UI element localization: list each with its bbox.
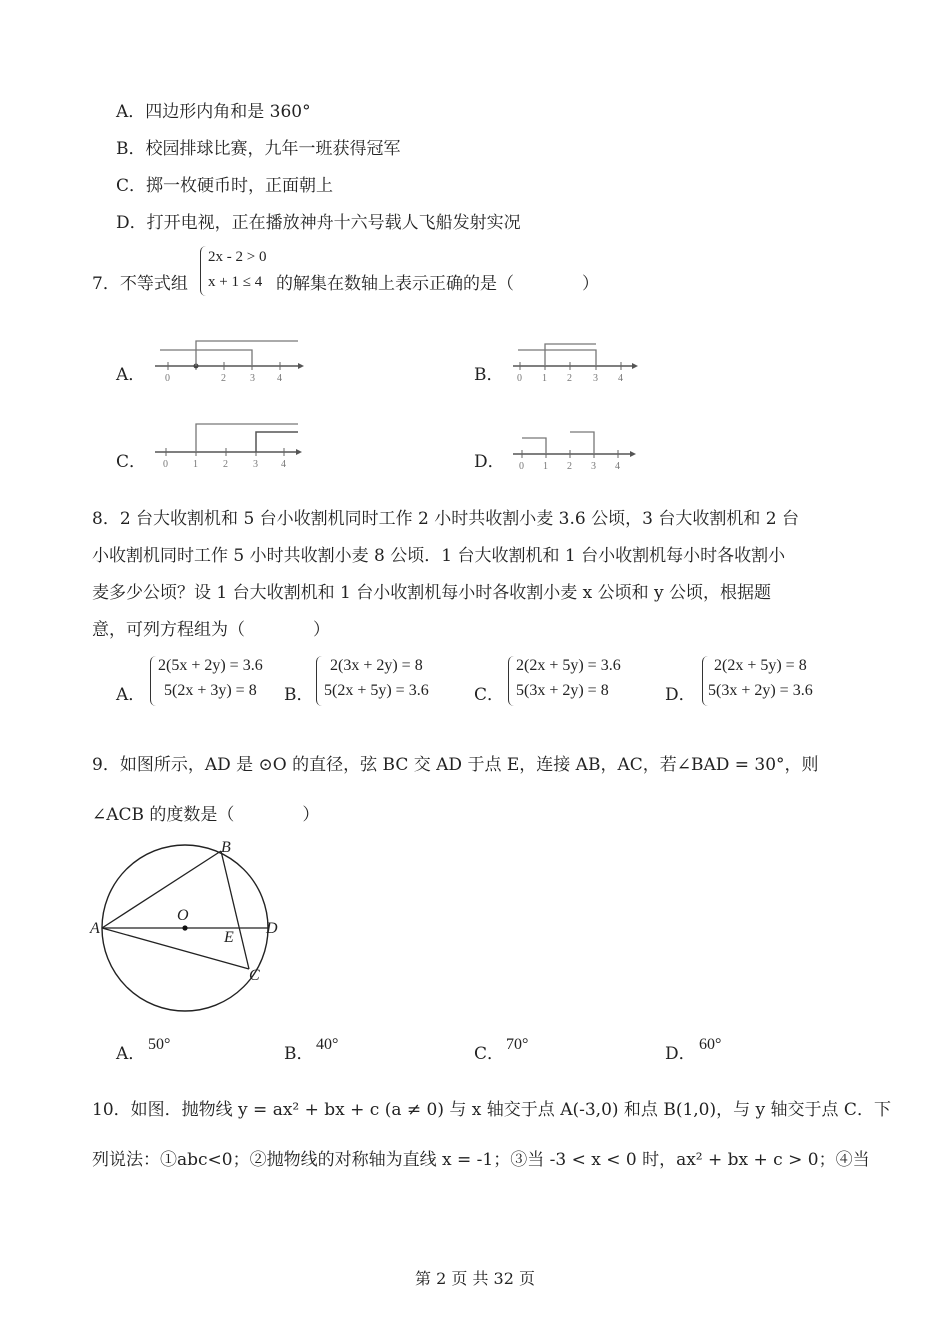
q8-brace-a [150, 656, 157, 706]
q8-d-eq2: 5(3x + 2y) = 3.6 [708, 682, 813, 699]
tick-label-3: 3 [250, 373, 255, 384]
q8-brace-c [508, 656, 515, 706]
q8-label-a: A． [116, 685, 146, 705]
q8-label-b: B． [284, 685, 314, 705]
q8-a-eq1: 2(5x + 2y) = 3.6 [158, 657, 263, 674]
q7-number-line-c [150, 420, 310, 470]
tick-label-4: 4 [281, 459, 286, 470]
q9-label-a: A． [116, 1044, 146, 1064]
q7-number-line-d [508, 424, 648, 474]
tick-label-4: 4 [277, 373, 282, 384]
label-o: O [177, 907, 189, 924]
chord-bc [221, 851, 249, 969]
tick-label-0: 0 [165, 373, 170, 384]
region-left [518, 350, 596, 366]
region-right [570, 432, 594, 454]
q8-label-d: D． [665, 685, 696, 705]
label-a: A [90, 920, 100, 937]
axis-arrow [630, 451, 636, 457]
q7-system-brace [200, 246, 207, 296]
q8-a-eq2: 5(2x + 3y) = 8 [164, 682, 257, 699]
axis-arrow [296, 449, 302, 455]
tick-label-2: 2 [567, 373, 572, 384]
region-right-high [196, 424, 298, 452]
region-right [196, 341, 298, 366]
tick-label-2: 2 [223, 459, 228, 470]
tick-label-3: 3 [591, 461, 596, 472]
q10-line-1: 10．如图．抛物线 y = ax² + bx + c (a ≠ 0) 与 x 轴交于点 A(-3,0) 和点 B(1,0)，与 y 轴交于点 C．下 [92, 1100, 891, 1120]
q9-label-d: D． [665, 1044, 696, 1064]
page-footer: 第 2 页 共 32 页 [415, 1269, 535, 1288]
q8-c-eq1: 2(2x + 5y) = 3.6 [516, 657, 621, 674]
axis-arrow [298, 363, 304, 369]
region-left [160, 350, 252, 366]
q8-label-c: C． [474, 685, 505, 705]
label-e: E [224, 929, 234, 946]
q8-d-eq1: 2(2x + 5y) = 8 [714, 657, 807, 674]
tick-label-3: 3 [593, 373, 598, 384]
q7-inequality-2: x + 1 ≤ 4 [208, 274, 263, 290]
q8-line-4: 意，可列方程组为（ ） [92, 620, 330, 640]
q6-option-b: B．校园排球比赛，九年一班获得冠军 [116, 139, 401, 159]
tick-label-4: 4 [615, 461, 620, 472]
tick-label-4: 4 [618, 373, 623, 384]
q7-number-line-b [508, 336, 648, 386]
tick-label-1: 1 [542, 373, 547, 384]
q7-label-d: D． [474, 452, 505, 472]
q7-label-c: C． [116, 452, 147, 472]
q8-brace-b [316, 656, 323, 706]
q7-number-line-a [150, 336, 310, 386]
tick-label-1: 1 [543, 461, 548, 472]
region-right-low [256, 432, 298, 452]
q9-label-c: C． [474, 1044, 505, 1064]
q9-value-b: 40° [316, 1036, 339, 1053]
q7-suffix: 的解集在数轴上表示正确的是（ ） [276, 274, 599, 294]
q7-label-a: A． [116, 365, 146, 385]
q6-option-a: A．四边形内角和是 360° [116, 102, 311, 122]
q9-line-2: ∠ACB 的度数是（ ） [92, 805, 320, 825]
center-point [182, 925, 187, 930]
tick-label-0: 0 [163, 459, 168, 470]
q9-value-a: 50° [148, 1036, 171, 1053]
q9-line-1: 9．如图所示，AD 是 ⊙O 的直径，弦 BC 交 AD 于点 E，连接 AB，AC，若∠BAD = 30°，则 [92, 755, 819, 775]
q8-c-eq2: 5(3x + 2y) = 8 [516, 682, 609, 699]
q6-option-c: C．掷一枚硬币时，正面朝上 [116, 176, 334, 196]
tick-label-1: 1 [193, 459, 198, 470]
chord-ab [102, 851, 221, 928]
label-b: B [221, 839, 231, 856]
tick-label-0: 0 [519, 461, 524, 472]
tick-label-3: 3 [253, 459, 258, 470]
q9-label-b: B． [284, 1044, 314, 1064]
q8-line-2: 小收割机同时工作 5 小时共收割小麦 8 公顷．1 台大收割机和 1 台小收割机每小时各收割小 [92, 546, 786, 566]
tick-label-2: 2 [567, 461, 572, 472]
tick-label-0: 0 [517, 373, 522, 384]
q7-prefix: 7．不等式组 [92, 274, 188, 294]
q10-line-2: 列说法：①abc<0；②抛物线的对称轴为直线 x = -1；③当 -3 < x < 0 时，ax² + bx + c > 0；④当 [92, 1150, 870, 1170]
region-left [522, 438, 546, 454]
q8-b-eq1: 2(3x + 2y) = 8 [330, 657, 423, 674]
q8-line-1: 8．2 台大收割机和 5 台小收割机同时工作 2 小时共收割小麦 3.6 公顷，3 台大收割机和 2 台 [92, 509, 799, 529]
tick-label-2: 2 [221, 373, 226, 384]
q8-line-3: 麦多少公顷？设 1 台大收割机和 1 台小收割机每小时各收割小麦 x 公顷和 y 公顷，根据题 [92, 583, 772, 603]
q6-option-d: D．打开电视，正在播放神舟十六号载人飞船发射实况 [116, 213, 521, 233]
q7-inequality-1: 2x - 2 > 0 [208, 249, 267, 265]
label-c: C [249, 967, 260, 984]
q9-circle-figure [86, 836, 286, 1016]
q8-b-eq2: 5(2x + 5y) = 3.6 [324, 682, 429, 699]
q7-label-b: B． [474, 365, 504, 385]
q9-value-c: 70° [506, 1036, 529, 1053]
axis-arrow [632, 363, 638, 369]
label-d: D [266, 920, 278, 937]
q9-value-d: 60° [699, 1036, 722, 1053]
